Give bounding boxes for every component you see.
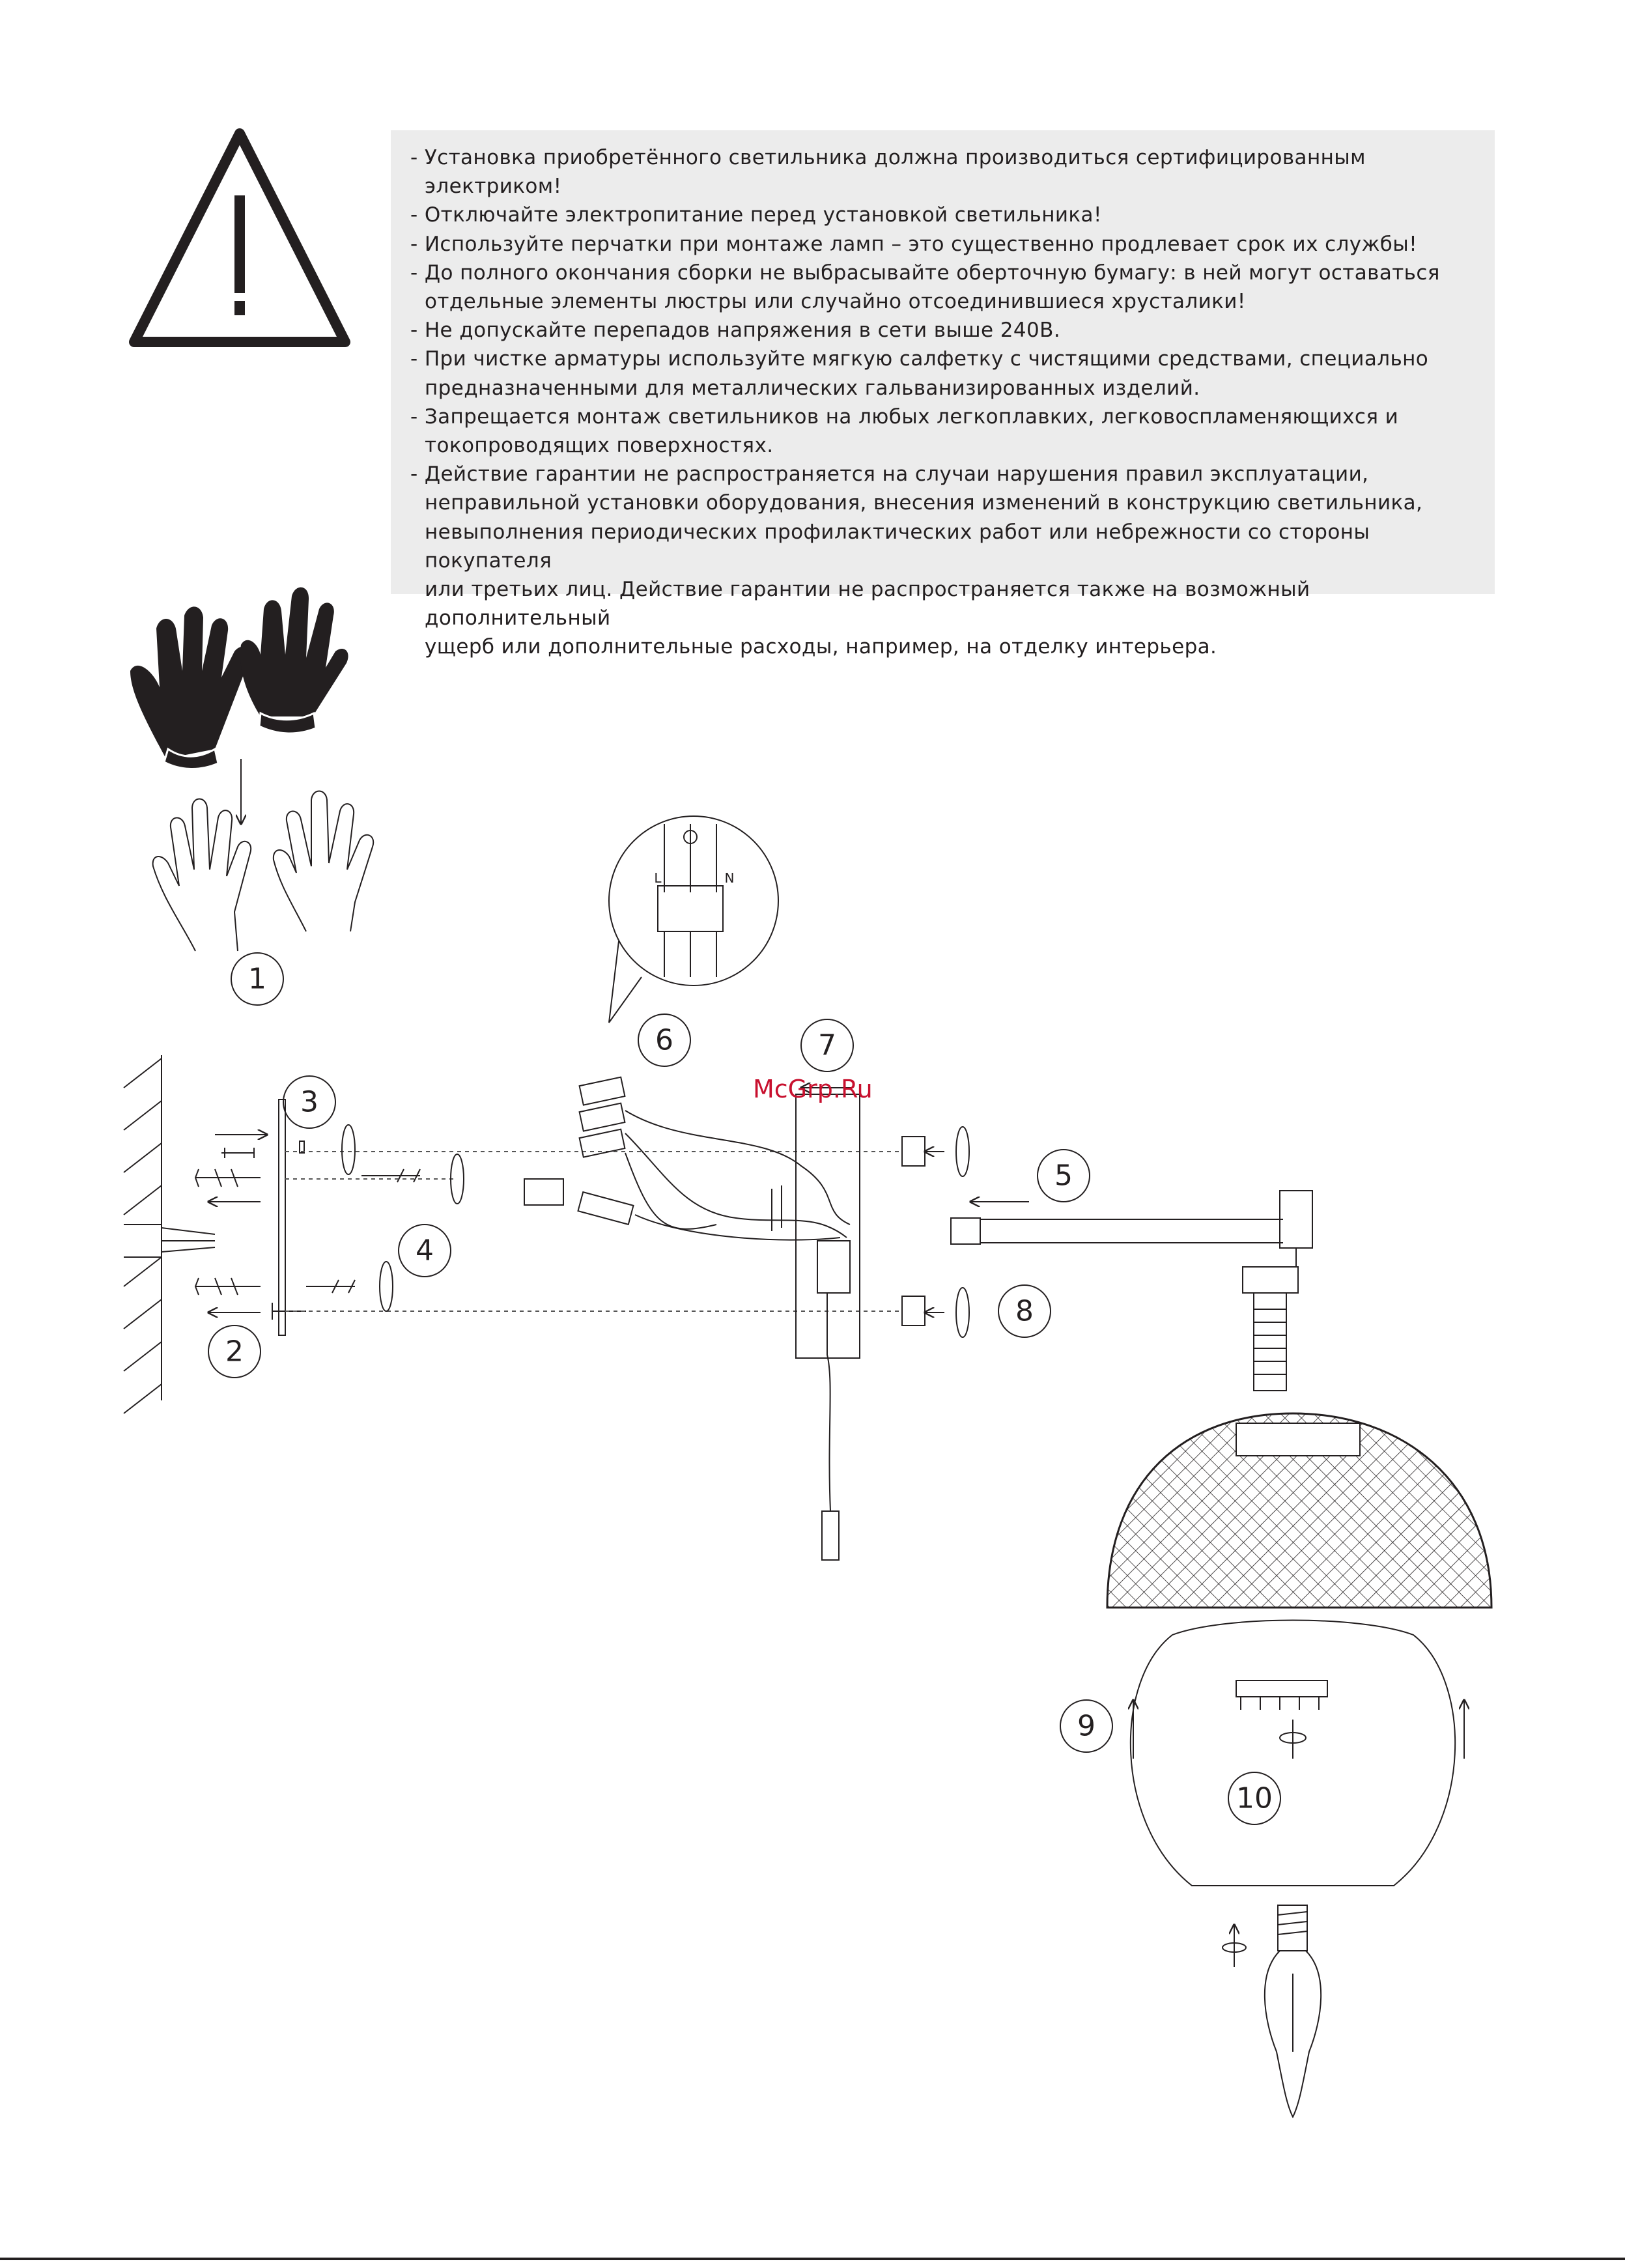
fasteners bbox=[195, 1135, 420, 1320]
finial-knobs bbox=[902, 1137, 944, 1325]
terminal-detail bbox=[609, 816, 778, 1023]
warning-item: - До полного окончания сборки не выбрасывайте оберточную бумагу: в ней могут оставаться отдельные элементы люстры или случайно отсоединившиеся хрусталики! bbox=[410, 261, 1440, 314]
step-7 bbox=[801, 1019, 853, 1071]
warning-item: - Отключайте электропитание перед установкой светильника! bbox=[410, 203, 1102, 227]
step-callouts bbox=[208, 953, 1280, 1824]
step-number: 4 bbox=[416, 1234, 434, 1268]
step-6 bbox=[638, 1014, 690, 1066]
step-4 bbox=[399, 1225, 451, 1277]
warning-item: - Установка приобретённого светильника должна производиться сертифицированным электриком! bbox=[410, 146, 1366, 199]
step-10 bbox=[1228, 1772, 1280, 1824]
step-5 bbox=[1038, 1150, 1090, 1202]
step-number: 10 bbox=[1236, 1781, 1273, 1815]
rotation-icons bbox=[342, 1125, 969, 1337]
lamp-arm bbox=[951, 1191, 1312, 1391]
step-number: 3 bbox=[300, 1085, 318, 1119]
gloves-icon bbox=[130, 588, 348, 769]
step-1 bbox=[231, 953, 283, 1005]
step-number: 2 bbox=[225, 1335, 244, 1368]
candle-bulb bbox=[1222, 1905, 1321, 2117]
warning-item: - Не допускайте перепадов напряжения в сети выше 240В. bbox=[410, 319, 1061, 343]
mesh-shade bbox=[1107, 1413, 1491, 1608]
warning-item: - Используйте перчатки при монтаже ламп – это существенно продлевает срок их службы! bbox=[410, 232, 1418, 256]
wall bbox=[124, 1055, 215, 1413]
step-number: 8 bbox=[1015, 1294, 1034, 1328]
step-number: 6 bbox=[655, 1023, 673, 1057]
warning-item: - Действие гарантии не распространяется на случаи нарушения правил эксплуатации, неправильной установки оборудования, внесения изменений в конструкцию светильника, невыполнения периодических профилактических работ или небрежности со стороны покупателя или третьих лиц. Действие гарантии не распространяется также на возможный дополнительный ущерб или дополнительные расходы, например, на отделку интерьера. bbox=[410, 462, 1423, 659]
watermark-text: McGrp.Ru bbox=[753, 1075, 873, 1103]
warning-item: - Запрещается монтаж светильников на любых легкоплавких, легковоспламеняющихся и токопроводящих поверхностях. bbox=[410, 404, 1399, 458]
step-number: 5 bbox=[1054, 1159, 1073, 1193]
step-3 bbox=[283, 1076, 335, 1128]
live-terminal-label: L bbox=[654, 870, 662, 886]
step-number: 9 bbox=[1077, 1709, 1095, 1743]
wall-canopy bbox=[796, 1088, 860, 1560]
step-number: 7 bbox=[818, 1028, 836, 1062]
neutral-terminal-label: N bbox=[724, 870, 735, 886]
hands-icon bbox=[153, 791, 374, 952]
step-number: 1 bbox=[248, 962, 266, 996]
warning-item: - При чистке арматуры используйте мягкую салфетку с чистящими средствами, специально предназначенными для металлических гальванизированных изделий. bbox=[410, 347, 1429, 400]
footer-divider bbox=[0, 2258, 1625, 2260]
mounting-plate bbox=[279, 1099, 304, 1335]
step-8 bbox=[998, 1285, 1051, 1337]
step-9 bbox=[1060, 1700, 1112, 1752]
glass-globe bbox=[1131, 1621, 1464, 1886]
warning-triangle-icon bbox=[134, 134, 345, 342]
step-2 bbox=[208, 1325, 261, 1378]
